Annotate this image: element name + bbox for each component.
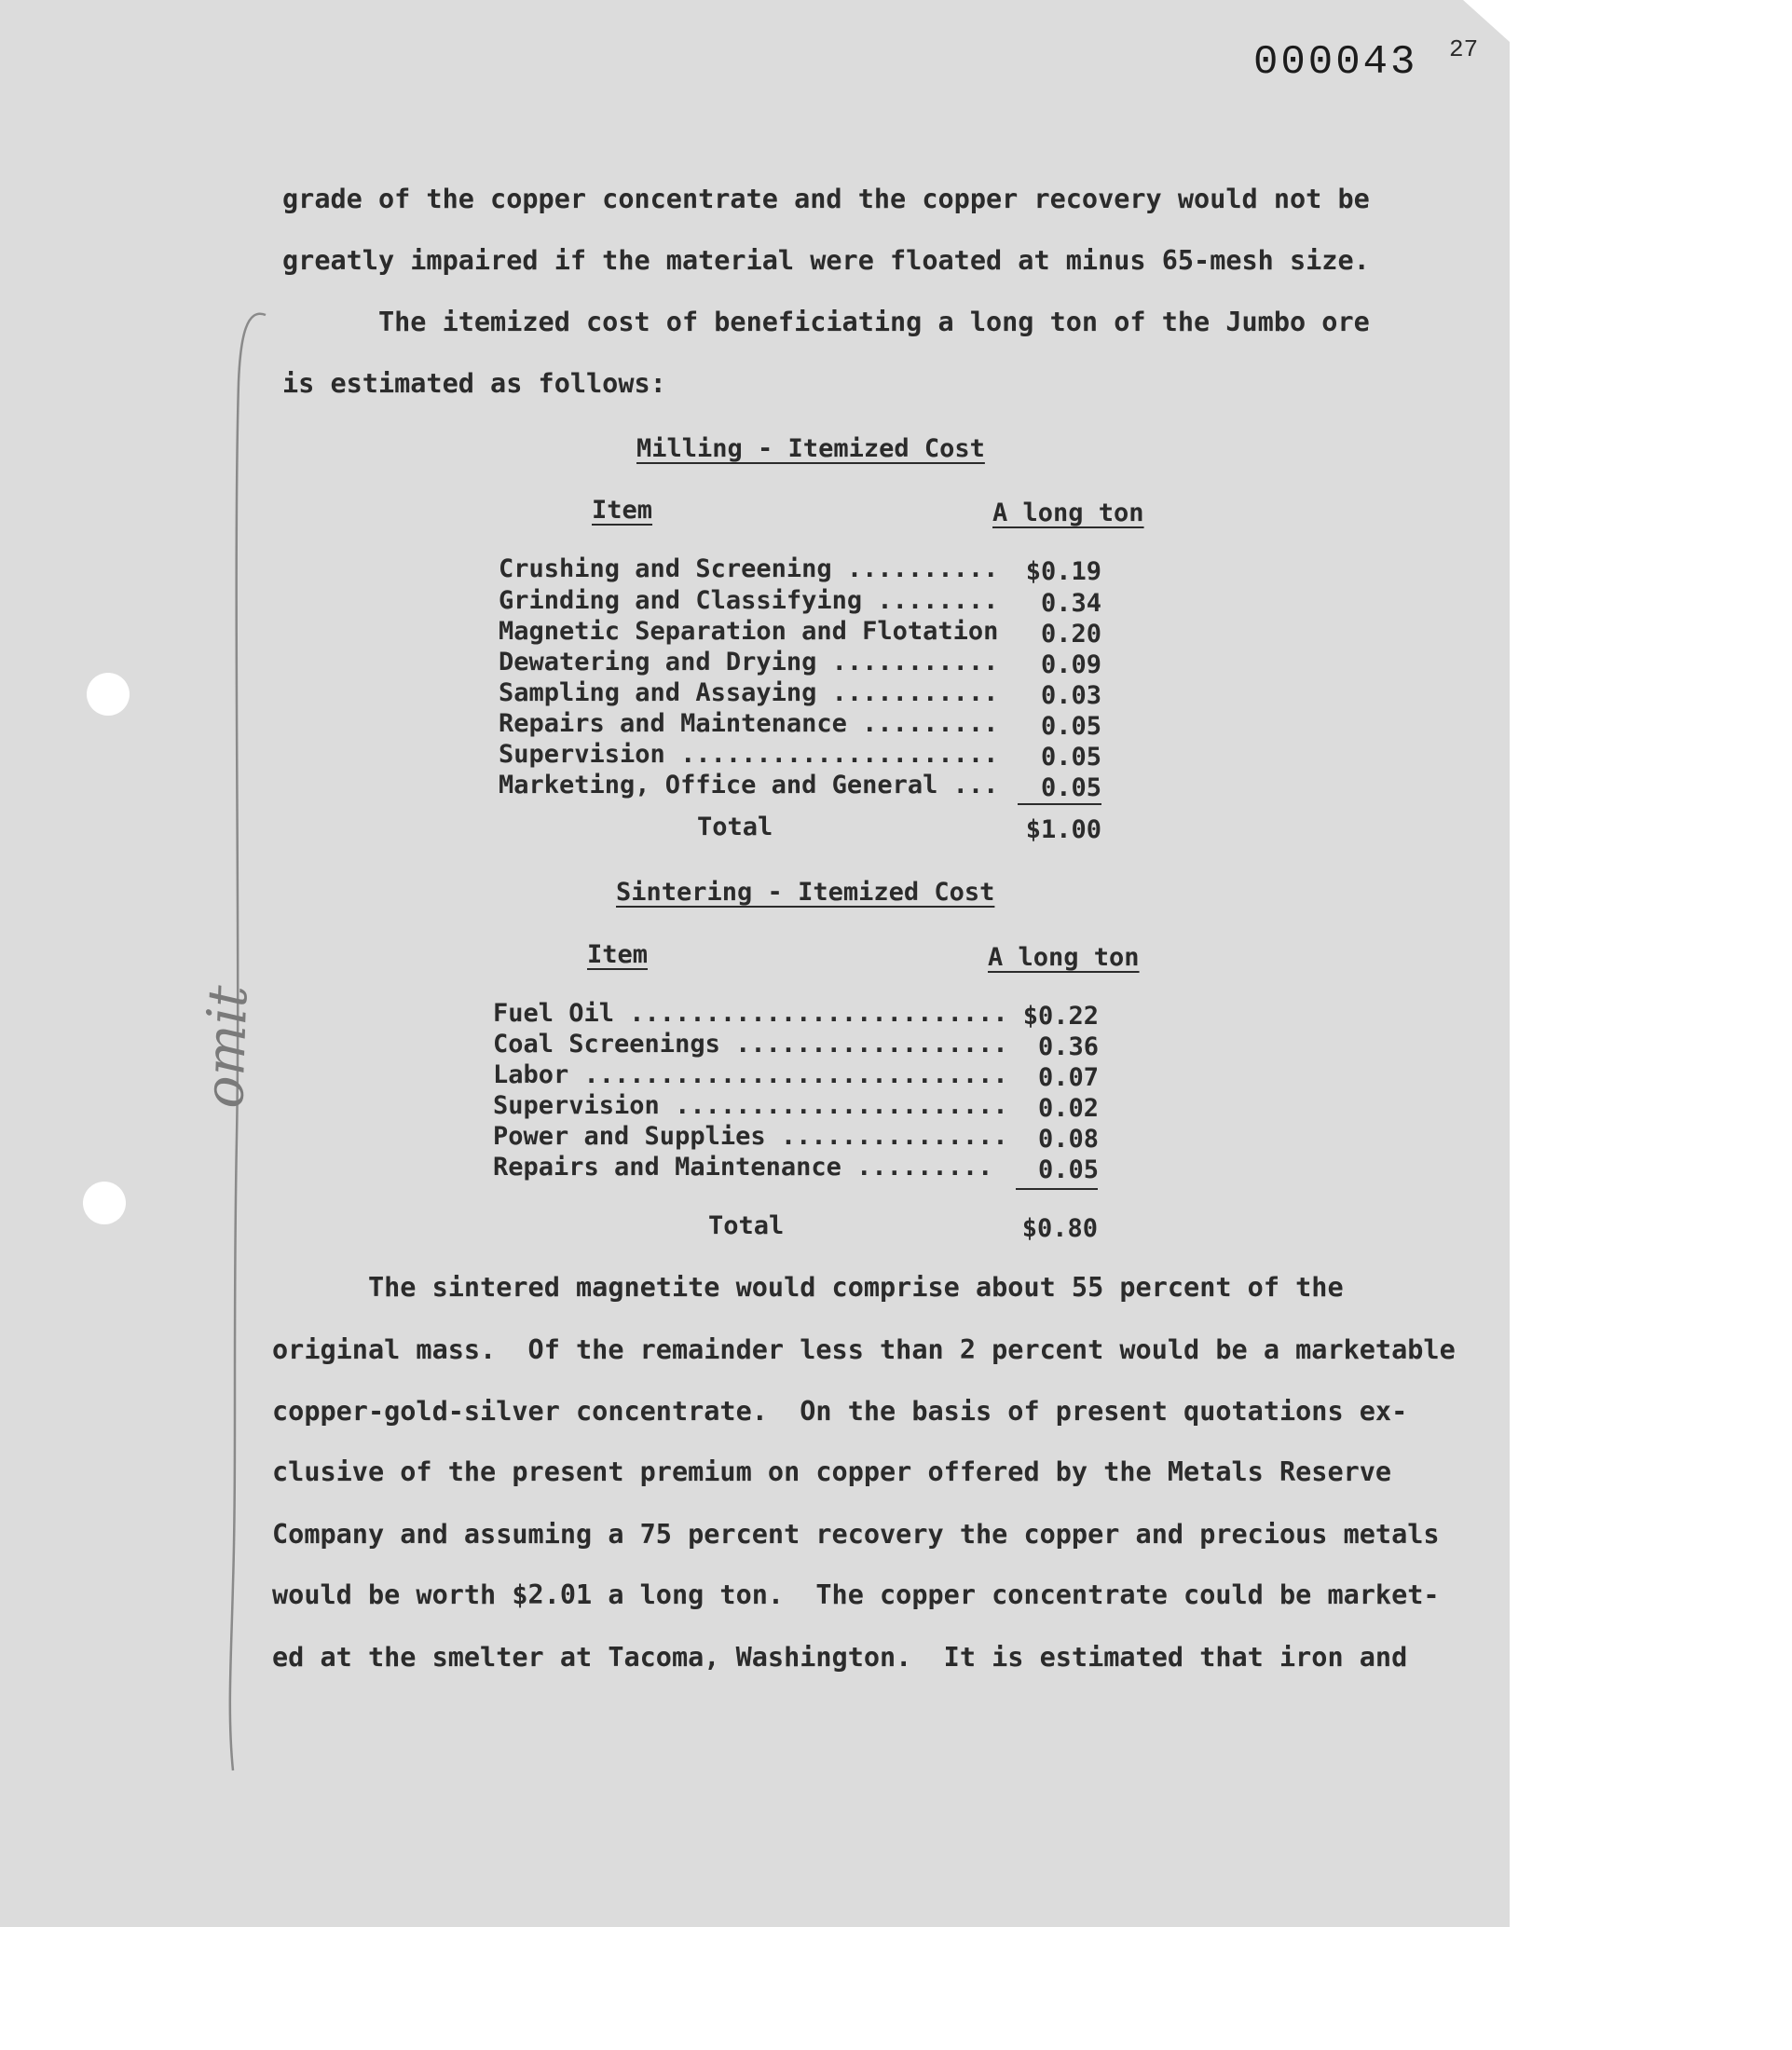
milling-row-label: Supervision ..................... [499,740,999,769]
milling-row-label: Sampling and Assaying ........... [499,678,999,707]
milling-row-label: Dewatering and Drying ........... [499,648,999,676]
sintering-total-value: $0.80 [1021,1214,1098,1243]
sintering-table-title: Sintering - Itemized Cost [616,878,995,907]
handwritten-omit-bracket [192,298,289,1789]
sintering-row-value: 0.05 [1037,1155,1099,1184]
sintering-row-label: Power and Supplies ............... [493,1122,1008,1151]
body-line: is estimated as follows: [282,368,666,399]
sintering-row-label: Coal Screenings .................. [493,1030,1008,1059]
body-line: grade of the copper concentrate and the copper recovery would not be [282,184,1370,214]
milling-total-label: Total [697,813,773,841]
sintering-row-label: Labor ............................ [493,1060,1008,1089]
milling-row-value: 0.20 [1040,620,1101,649]
body-line: The sintered magnetite would comprise about 55 percent of the [272,1272,1344,1303]
milling-row-value: 0.09 [1040,650,1101,679]
document-stamp-number: 000043 [1253,39,1418,86]
milling-value-column-header: A long ton [992,499,1144,527]
milling-total-value: $1.00 [1025,815,1101,844]
margin-note: omit [192,984,260,1110]
milling-row-value: 0.05 [1040,773,1101,802]
body-line: Company and assuming a 75 percent recovery the copper and precious metals [272,1519,1440,1550]
body-line: The itemized cost of beneficiating a long ton of the Jumbo ore [282,307,1370,337]
sintering-row-label: Fuel Oil ......................... [493,999,1008,1028]
milling-row-value: 0.05 [1040,712,1101,741]
page-number: 27 [1449,35,1479,63]
sintering-row-value: 0.08 [1037,1125,1099,1154]
milling-table-title: Milling - Itemized Cost [636,434,985,463]
sintering-value-column-header: A long ton [988,943,1140,972]
milling-row-value: 0.34 [1040,589,1101,618]
sintering-row-label: Repairs and Maintenance ......... [493,1153,993,1182]
body-line: ed at the smelter at Tacoma, Washington. It is estimated that iron and [272,1642,1408,1673]
sintering-row-value: 0.02 [1037,1094,1099,1123]
sintering-row-label: Supervision ...................... [493,1091,1008,1120]
milling-item-column-header: Item [592,496,653,525]
body-line: would be worth $2.01 a long ton. The copper concentrate could be market- [272,1579,1440,1610]
sintering-total-label: Total [708,1211,785,1240]
sintering-row-value: 0.07 [1037,1063,1099,1092]
milling-row-label: Magnetic Separation and Flotation [499,617,999,646]
body-line: original mass. Of the remainder less than 2 percent would be a marketable [272,1334,1456,1365]
milling-row-value: 0.03 [1040,681,1101,710]
sintering-total-rule [1016,1188,1098,1190]
milling-total-rule [1018,803,1101,805]
sintering-item-column-header: Item [587,940,649,969]
milling-row-label: Repairs and Maintenance ......... [499,709,999,738]
milling-row-label: Crushing and Screening .......... [499,554,999,583]
milling-row-label: Grinding and Classifying ........ [499,586,999,615]
milling-row-value: 0.05 [1040,743,1101,772]
body-line: greatly impaired if the material were floated at minus 65-mesh size. [282,245,1370,276]
sintering-row-value: 0.36 [1037,1032,1099,1061]
sintering-row-value: $0.22 [1022,1002,1099,1031]
body-line: copper-gold-silver concentrate. On the basis of present quotations ex- [272,1396,1408,1427]
milling-row-value: $0.19 [1025,557,1101,586]
milling-row-label: Marketing, Office and General ... [499,771,999,800]
body-line: clusive of the present premium on copper offered by the Metals Reserve [272,1456,1392,1487]
